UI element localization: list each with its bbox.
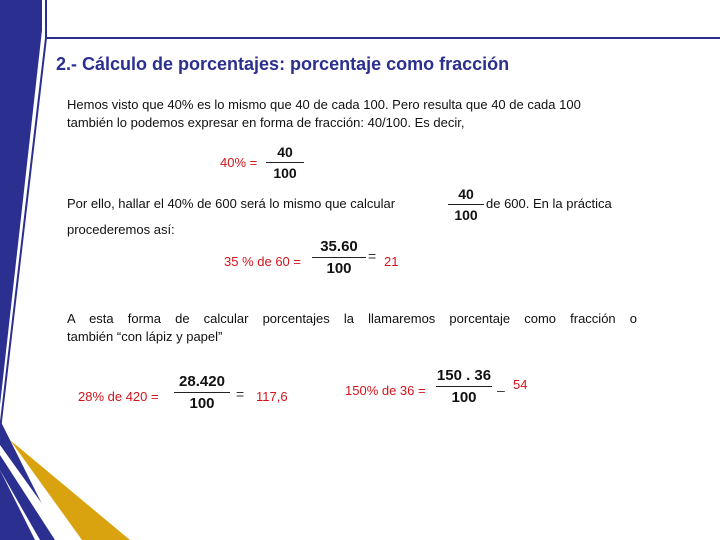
sentence2-numerator: 40 (458, 186, 474, 202)
sentence2-before: Por ello, hallar el 40% de 600 será lo mismo que calcular (67, 196, 396, 211)
intro-line-1: Hemos visto que 40% es lo mismo que 40 de cada 100. Pero resulta que 40 de cada 100 (67, 97, 581, 112)
eq3-fraction (174, 373, 230, 412)
eq3-lhs: 28% de 420 = (78, 389, 159, 404)
sentence2-line2: procederemos así: (67, 222, 175, 237)
eq1-lhs: 40% = (220, 155, 258, 170)
eq1-fraction (266, 144, 304, 181)
eq1-numerator: 40 (277, 144, 293, 160)
sentence2-fraction (448, 186, 484, 223)
fraction-bar (448, 204, 484, 205)
closing-line-1: A esta forma de calcular porcentajes la llamaremos porcentaje como fracción o (67, 311, 637, 326)
closing-paragraph (67, 310, 637, 346)
intro-paragraph (67, 96, 581, 132)
sentence2-after: de 600. En la práctica (486, 196, 612, 211)
sentence2-denominator: 100 (454, 207, 478, 223)
eq2-fraction (312, 238, 366, 277)
eq4-fraction (436, 367, 492, 406)
fraction-bar (174, 392, 230, 393)
eq4-denominator: 100 (451, 389, 477, 406)
eq4-lhs: 150% de 36 = (345, 383, 426, 398)
eq2-result: 21 (384, 254, 399, 269)
fraction-bar (312, 257, 366, 258)
fraction-bar (266, 162, 304, 163)
eq3-result: 117,6 (256, 389, 288, 404)
eq4-result: 54 (513, 377, 528, 392)
eq3-numerator: 28.420 (179, 373, 225, 390)
fraction-bar (436, 386, 492, 387)
eq2-denominator: 100 (326, 260, 352, 277)
eq3-denominator: 100 (189, 395, 215, 412)
eq2-lhs: 35 % de 60 = (224, 254, 301, 269)
closing-line-2: también “con lápiz y papel” (67, 329, 223, 344)
page-title: 2.- Cálculo de porcentajes: porcentaje como fracción (56, 54, 510, 74)
eq2-equals: = (368, 248, 377, 264)
eq4-minus: – (497, 382, 505, 398)
eq4-numerator: 150 . 36 (436, 367, 492, 384)
eq3-equals: = (236, 386, 245, 402)
intro-line-2: también lo podemos expresar en forma de fracción: 40/100. Es decir, (67, 115, 465, 130)
eq1-denominator: 100 (273, 165, 297, 181)
eq2-numerator: 35.60 (320, 238, 358, 255)
